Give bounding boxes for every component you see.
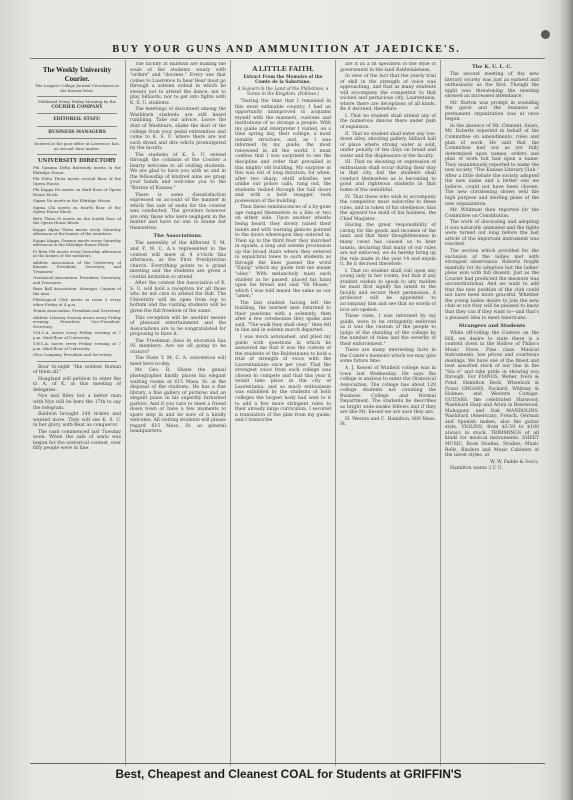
divider (37, 154, 117, 155)
article-paragraph: In the absence of Mr. Clement, Sears, Mr. Roberts reported in behalf of the Committee on amendments, rules and plan of work. He said that the Committee had not as yet fully determined upon names, orders and plan of work but had upon a name. They unanimously reported to name the new society "The Kansas Literary Club." After a little debate the society adopted the new name and a better one we believe, could not have been chosen. The new christening shows well the high purpose and sterling plans of the new organization. (445, 123, 539, 207)
directory-entry: Athletic Association of the University of Kansas. President, Secretary, and Treasurer. (33, 259, 121, 274)
directory-entry: Y.W.C.A. meets every Friday evening at 7 p.m. third floor of University. (33, 341, 121, 351)
page-edge-shadow (559, 0, 573, 800)
news-note: The cash commenced last Tuesday noon. When the sale of seats was begun for the oratorical contest, over fifty people were in line. (33, 429, 121, 452)
masthead-title: The Weekly University Courier. (42, 66, 112, 83)
divider (37, 113, 117, 114)
editorial-paragraph: After the contest the Association of K. S. U. will hold a reception for all those who do not care to attend the Ball. The University will be open from top to bottom and the visiting students will be given the full freedom of the same. (130, 281, 226, 314)
column-divider (125, 60, 126, 766)
editorial-paragraph: The State Y. M. C. A. convention will meet here to-day. (130, 356, 226, 367)
masthead-line-2: Published Every Friday Morning by the (38, 99, 116, 105)
article-deck: A Sojourn in the Land of the Philistines, a Scene in the Kingdom. (Follows.) (237, 87, 329, 97)
advert-paragraph: While off-rolling the Contest on the Hill, we desire to state there is a content down in the Hollow of Thibo's Music Store. Fine class Musical Instruments, low prices and courteous dealings. We have one of the finest and best assorted stock of our line in the "Sta e" and take pride in showing you through. For PIANOS, Weber, Ivers & Pond, Hamilton Beck, Wheelock & Franz ORGANS, Packard, Whitney & Holmes, and Western Cottage. GUITARS, the celebrated Harwood; Washburn Harp and Arion in Rosewood, Mahogany and Oak MANDOLINS, Washburn (American), French, German and Spanish makes, also the guitar style. VIOLINS, from $3.50 to $100 always in stock. TRIMMINGS of all kinds for musical instruments. SHEET MUSIC, Book Studies, Studies, Music Rolls, Binders and Music Cabinets of the latest styles, at (445, 331, 539, 459)
article-paragraph: Then these reminiscences of a by-gone age ranged themselves in a line or two on either side. Upon another whistle being heard, they slowly raised their hands and with warning glances pointed to the doors whereupon they entered in. Then up to the third floor they marched in squads, a long and solemn procession up the broad stairs where they entered in sepulchral tones to such students as through the lines passed the word "Equip" which my guide told me meant "obey." With melancholy mien each student as he passed, placed his hand upon his breast and said "Hi Moses," which I was told meant the same as our "amen." (235, 205, 331, 300)
divider (37, 126, 117, 127)
editorial-paragraph: This reception will be another means of pleasant entertainment and the Associations are to be congratulated for proposing to have it. (130, 315, 226, 338)
divider (37, 361, 117, 362)
section-heading-kulc: The K. U. L. C. (471, 64, 513, 70)
editorial-paragraph: The meetings of discontent among the Washburn students are still heard rumbling. Take our advice. Leave the dust of Washburn, shake the dust of the college from your pedal extremities and come to K. S. U. where there are not such dread and dire edicts promulgated by the faculty. (130, 107, 226, 152)
news-note: Nye and Riley but a better man with Nye will be here the 17th to say the telegram. (33, 394, 121, 411)
directory-list (33, 166, 121, 358)
article-paragraph: The work of discussing and adopting it was naturally animated and the fights were turned out long before the last article of the important instrument was reached. (445, 220, 539, 248)
directory-entry: Pi Beta Phi meets every Saturday afternoon at the homes of the members. (33, 248, 121, 259)
directory-entry: Oratorical Association. President, Secretary, and Treasurer. (33, 275, 121, 285)
article-paragraph: Having the great responsibility of caring for the goods and incomes of the land, and that their thoughtlessness in many cases has caused us to hear taunts, declaring that many of our rules are not enforced, we do hereby bring up the rule made in the year 14 and enjoin it. Be it decreed therefore: (340, 223, 436, 268)
article-title: A LITTLE FAITH. (252, 64, 314, 73)
column-4 (340, 62, 436, 762)
editorial-paragraph: Mr. Geo. R. Shane the genial photographer kindly places his elegant waiting rooms at 615 Mass. St. at the disposal of the students. He has a fine library, a fine gallery of pictures and an elegant piano in his superbly furnished parlors. And if you care to meet a friend down town or have a few moments to spare step in and be sure of a kindly welcome. All visiting students will please regard 615 Mass. St. as general headquarters. (130, 368, 226, 435)
directory-entry: Y.M.C.A. meets every Friday evening at 7 p.m. third floor of University. (33, 330, 121, 340)
article-subtitle: Extract From the Memoirs of the Comte de la Saberiane. (243, 75, 323, 85)
directory-entry: Base Ball Association. Manager, Captain of the nine. (33, 286, 121, 296)
article-paragraph: II. That no student shall enter any low-down alley, shooting gallery, billiard hall or place where strong water is sold, under penalty of ten days on bread and water and the displeasure of the faculty. (340, 131, 436, 159)
entered-notice: Entered at the post-office at Lawrence Kas. as second class matter. (34, 141, 120, 151)
editorial-paragraph: The assembly of the different Y. M. and Y. W. C. A.'s represented in the contest will meet at 4 o'clock this afternoon, at the First Presbyterian church. Everything points to a grand meeting and the students are given a cordial invitation to attend. (130, 241, 226, 280)
article-paragraph: The second meeting of the new literary society was just as earnest and enthusiastic as the first. Though the night was threatening the meeting showed an increased attendance. (445, 72, 539, 100)
article-paragraph: There are many interesting facts in the Comte's memoirs which we may give some future time. (340, 348, 436, 365)
masthead-line-1: The Largest College Journal Circulation in the Kansas West. (35, 83, 119, 93)
editorial-paragraph: The students of K. S. U. extend through the columns of the Courier a hearty welcome to all visiting students. We are glad to have you with us and in the fellowship of kindred aims we grasp your hands and welcome you to the "Boston of Kansas." (130, 152, 226, 192)
section-heading-strangers: Strangers and Students (458, 323, 526, 330)
article-paragraph: "During the time that I remained in this most estimable country, I had an opportunity unimproved to acquaint myself with the manners, customs and institutions of so strange a people. With my guide and interpreter I visited, on a time spring day, their college, a most notable structure, and, as I was informed by my guide, the most renowned in all the world. I must confess that I was surprised to see the discipline and order that prevailed in this mighty old building. My surprise at this was not of long duration, for when, after two sharp, shrill whistles, not unlike our police calls, rang out, the students rushed through the hall doors and with a bold swagger, took possession of the building. (235, 99, 331, 204)
article-paragraph: A. J. Kessel of Winfield college was in town last Wednesday. He says the college is anxious to enter the Oratorical Association. The college has about 120 college students not counting the Business College and Normal Department. The students he describes as bright wide-awake fellows and if they are like Mr. Kessel we are sure they are. (340, 365, 436, 416)
editorial-staff-heading: EDITORIAL STAFF: (53, 117, 101, 123)
directory-entry: Beta Theta Pi meets on the fourth floor of the Opera House block. (33, 215, 121, 226)
directory-entry: Phi Gamma Delta fraternity meets in the Eldridge House. (33, 165, 121, 175)
article-paragraph: IV. That those who wish to accompany the competitor must subscribe to these rules, and in token of his obedience, kiss the upward toe mold of his holiness, the Chief Magister. (340, 194, 436, 222)
bottom-banner-ad: Best, Cheapest and Cleanest COAL for Students at GRIFFIN'S (115, 767, 462, 781)
news-note: Bear to-night "the noblest Roman of them all." (33, 364, 121, 376)
news-note: Baldwin brought 240 tickets and wanted more. They will see K. S. U. in her glory, with Bear as conqueror. (33, 412, 121, 429)
column-divider (230, 60, 231, 766)
news-note: Hamilton wants 2 C U. (450, 466, 503, 472)
directory-entry: Sigma Nu meets in the Eldridge House. (33, 198, 112, 204)
header-rule (30, 58, 545, 59)
column-divider (335, 60, 336, 766)
directory-entry: Tennis Association. President and Secretary. (33, 308, 121, 314)
article-paragraph: are it as a fit specimen of the style of government in the land Baldwinienses. (340, 62, 436, 73)
advert-signature: W. W. Fadde & Son's. (490, 459, 539, 465)
article-paragraph: The section which provided for the exclusion of the ladies met with strongest observance. Roberts fought manfully for its adoption but the ladies' pleas won with full dissent. Just as the Courier had predicted the measure was unconstitutional. And we want to add that the new position of the club could not have been more graceful. Whether the young ladies desire to join the new club or not they will be pleased to know that they can if they want to—and that's a pleasant idea to meet Americans. (445, 248, 539, 321)
directory-entry: Sigma Chi meets on fourth floor of the Opera House block. (33, 204, 121, 215)
masthead-company: COURIER COMPANY (51, 104, 103, 110)
footer-rule (30, 763, 545, 764)
directory-heading: UNIVERSITY DIRECTORY (37, 158, 117, 165)
section-heading-associations: The Associations. (153, 233, 203, 240)
article-paragraph: Mr. Burton was prompt in sounding the gavel and the business of permanent organization was at once begun. (445, 100, 539, 123)
directory-entry: Athletic Literary Society meets every Friday evening. President, Vice-President, Secretary. (33, 314, 121, 329)
business-managers-heading: BUSINESS MANAGERS (48, 129, 106, 135)
article-paragraph: I. That no student shall call upon any young lady in her rooms, but that if any student wishes to speak to any maiden he must first signify his intent to the faculty and secure their permission. A professor will be appointed to accompany him and see that no words of love are spoken. (340, 268, 436, 313)
directory-entry: Kappa Kappa Gamma meets every Saturday afternoon in the Eldridge House block. (33, 237, 121, 248)
article-paragraph: Mr. Whitman then reported for the Committee on Constitution. (445, 208, 539, 219)
column-5 (445, 62, 539, 762)
news-note: Hoagland will petition to enter the O. A. of K. at this meeting of delegates. (33, 376, 121, 393)
column-1 (33, 62, 121, 762)
column-divider (440, 60, 441, 766)
editorial-paragraph: The faculty at Baldwin are making the souls of the students weary with "orders" and "decrees." Every one that comes to Lawrence to hear Bear must go through a solemn ordeal in which he swears not to attend the dance, not to play billiards, nor to get into fights with K. S. U. students. (130, 62, 226, 106)
directory-entry: Phi Delta Theta meets second floor of the Opera House. (33, 176, 121, 186)
directory-entry: Kappa Alpha Theta meets every Saturday afternoon at the homes of the members. (33, 226, 121, 237)
top-banner-ad: BUY YOUR GUNS AND AMMUNITION AT JAEDICKE'S. (112, 44, 461, 55)
article-paragraph: The last student having left the building, the learned men returned to their positions with a solemnly, then after a few ceremonies they spoke and said, "The walk they shall obey." then fell in line and in solemn march departed. (235, 300, 331, 334)
article-paragraph: H. Weston and C. Hamilton, 800 Mass. St. (340, 416, 436, 428)
column-2 (130, 62, 226, 762)
article-paragraph: In view of the fact that the yearly trial of skill in the strength of voice was approaching, and that as many students will accompany the competitor to that wicked and pernicious city, Laurentania, where there are deceptions of all kinds. Be it decreed, therefore: (340, 74, 436, 113)
directory-entry: Phi Kappa Psi meets on third floor of Opera House block. (33, 187, 121, 197)
article-paragraph: These rules, I was informed by my guide, were to be stringently enforced as it was the custom of the people to judge of the standing of the college by the number of rules and the severity of their enforcement." (340, 314, 436, 347)
column-3 (235, 62, 331, 762)
directory-entry: Glee Company. President and Secretary. (33, 352, 113, 358)
editorial-paragraph: The Freshman class in elocution has 95 members. Are we all going to be orators? (130, 338, 226, 355)
article-paragraph: I. That no student shall attend any of the numerous dances there under pain of expulsion. (340, 113, 436, 131)
divider (37, 96, 117, 97)
editorial-paragraph: There is some dissatisfaction expressed on account of the manner in which the sale of seats for the contest was conducted. The growlers however are only those who were negligent in the matter and have no one to blame but themselves. (130, 192, 226, 231)
directory-entry: Philological Club meets in room 9 every other Friday at 4 p.m. (33, 297, 121, 307)
article-paragraph: I was much astonished, and plied my guide with questions in which he answered me that it was the custom of the students of the Baldwinians to hold a trial of strength of voice with the Laurentanians once per year. That the strongest voice from each college was chosen to compete and that this year it would take place in the city of Laurentania, and as much enthusiasm was exhibited by the students of both colleges the largest body had sent to it to add a few more stringent rules to their already large curriculum. I secured a translation of the plan from my guide, and I transcribe (235, 334, 331, 424)
masthead (33, 66, 121, 155)
divider (37, 138, 117, 139)
binding-hole (541, 30, 550, 39)
article-paragraph: III. That no shouting or expression of enthusiasm shall occur during their stay in that city, but the students shall conduct themselves as is becoming to good and righteous students in that home of the unfaithful. (340, 160, 436, 194)
